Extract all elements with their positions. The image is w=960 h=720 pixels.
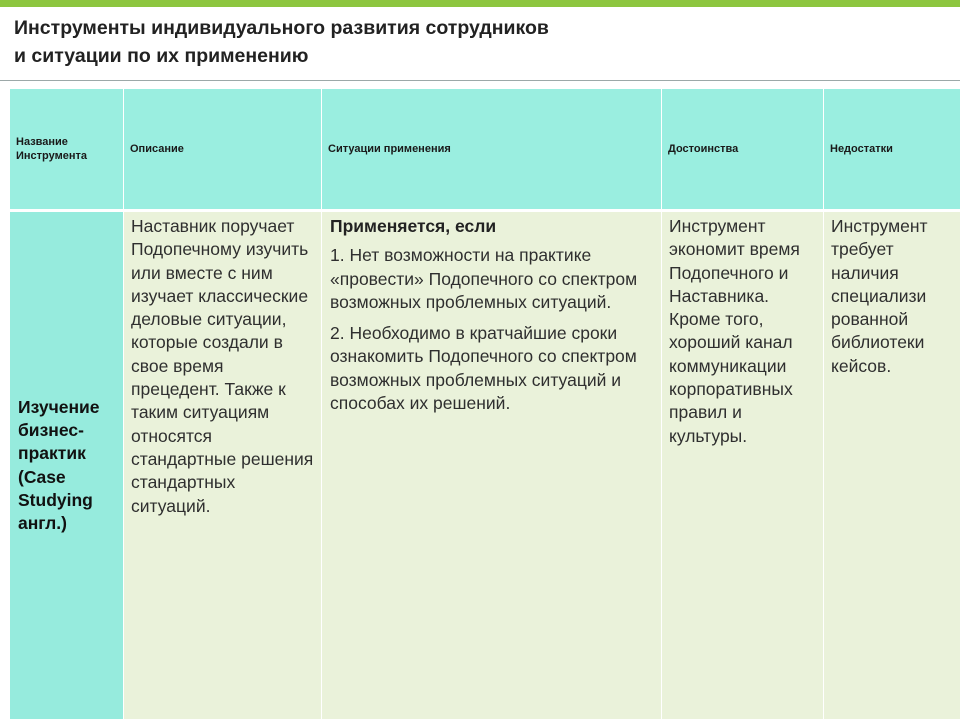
header-advantages-label: Достоинства — [668, 143, 739, 155]
slide-title — [14, 14, 944, 70]
table-header-row — [10, 89, 960, 211]
cell-tool-name — [10, 211, 124, 720]
situations-item-1: 1. Нет возможности на практике «провести» Подопечного со спектром возможных проблемных ситуаций. — [330, 245, 638, 312]
tools-table — [9, 88, 960, 720]
cell-advantages — [662, 211, 824, 720]
cell-description — [124, 211, 322, 720]
header-description — [124, 89, 322, 211]
header-description-label: Описание — [130, 143, 184, 155]
situations-item-2: 2. Необходимо в кратчайшие сроки ознакомить Подопечного со спектром возможных проблемных ситуаций и способах их решений. — [330, 323, 637, 414]
slide-title-line2: и ситуации по их применению — [14, 45, 309, 67]
top-accent-bar — [0, 0, 960, 7]
situations-heading: Применяется, если — [330, 216, 497, 236]
header-situations-label: Ситуации применения — [328, 143, 451, 155]
header-disadvantages — [824, 89, 960, 211]
disadvantages-text-line2: рованной библиотеки кейсов. — [831, 309, 925, 376]
tools-table-container — [9, 88, 960, 720]
advantages-text: Инструмент экономит время Подопечного и Наставника. Кроме того, хороший канал коммуникации корпоративных правил и культуры. — [669, 216, 800, 446]
cell-disadvantages — [824, 211, 960, 720]
tool-name-text: Изучение бизнес-практик (Case Studying англ.) — [18, 396, 100, 534]
table-row — [10, 211, 960, 720]
header-tool-name-line1: Название — [16, 136, 68, 148]
disadvantages-text-line1: Инструмент требует наличия специализи — [831, 216, 928, 306]
slide-title-line1: Инструменты индивидуального развития сотрудников — [14, 17, 549, 39]
title-divider — [0, 80, 960, 81]
header-tool-name-line2: Инструмента — [16, 150, 88, 162]
header-advantages — [662, 89, 824, 211]
header-situations — [322, 89, 662, 211]
description-text: Наставник поручает Подопечному изучить или вместе с ним изучает классические деловые ситуации, которые создали в свое время прецедент. Также к таким ситуациям относятся стандартные решения стандартных ситуаций. — [131, 216, 314, 516]
cell-situations — [322, 211, 662, 720]
header-disadvantages-label: Недостатки — [830, 143, 893, 155]
header-tool-name — [10, 89, 124, 211]
